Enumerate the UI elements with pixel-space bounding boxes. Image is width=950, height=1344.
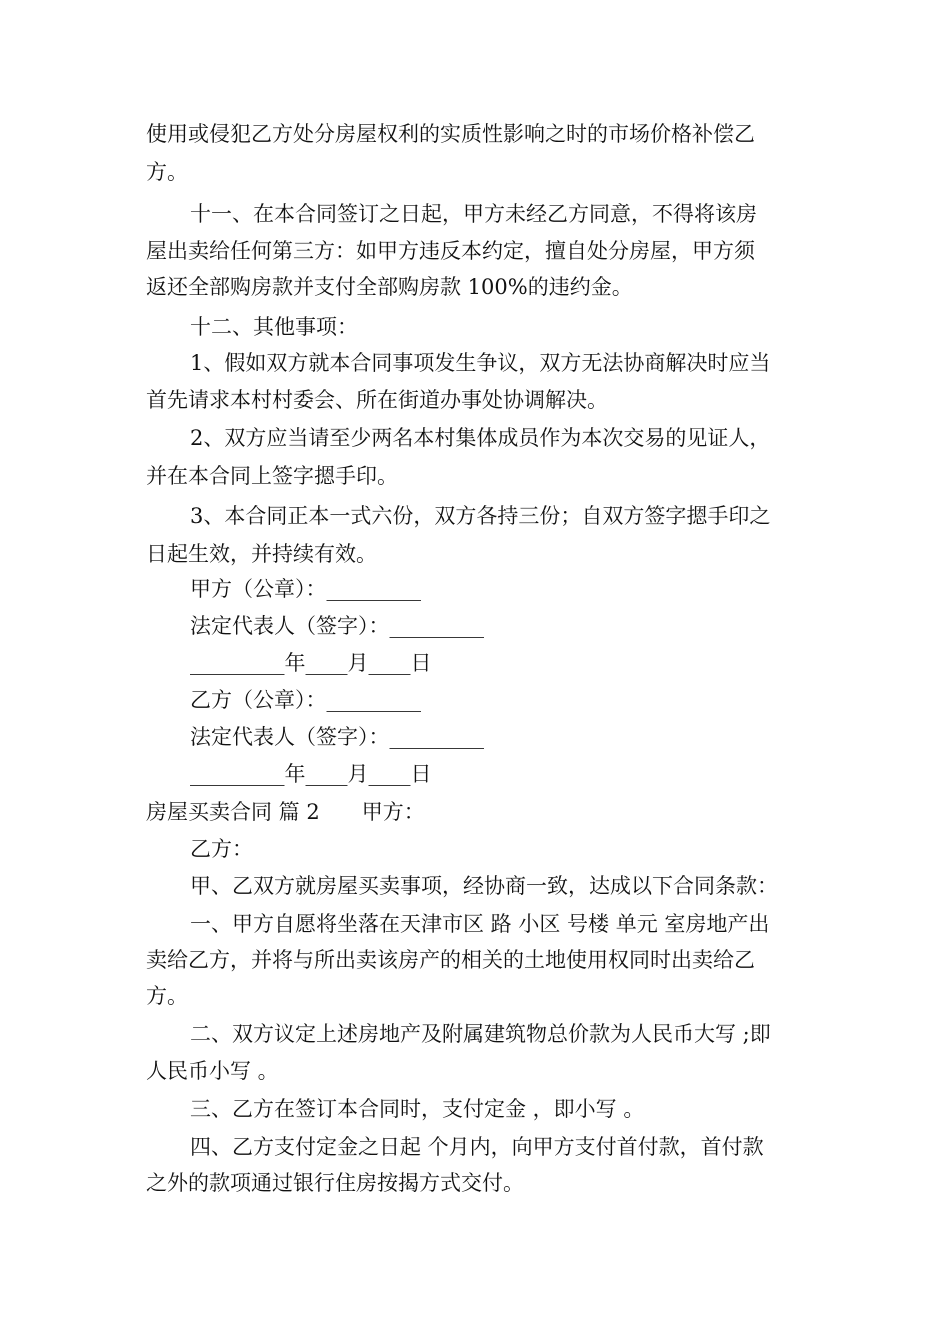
paragraph-line: 使用或侵犯乙方处分房屋权利的实质性影响之时的市场价格补偿乙 [146,122,755,146]
paragraph-line: 返还全部购房款并支付全部购房款 100%的违约金。 [146,275,633,299]
section-heading [146,798,425,826]
clause-1: 一、甲方自愿将坐落在天津市区 路 小区 号楼 单元 室房地产出 [190,912,770,936]
paragraph-line: 首先请求本村村委会、所在街道办事处协调解决。 [146,388,608,412]
paragraph-line: 日起生效，并持续有效。 [146,542,377,566]
party-b-label: 乙方： [190,837,253,861]
section-title: 房屋买卖合同 篇 2 [146,800,320,824]
agreement-intro: 甲、乙双方就房屋买卖事项，经协商一致，达成以下合同条款： [190,874,778,898]
clause-11: 十一、在本合同签订之日起，甲方未经乙方同意，不得将该房 [190,202,757,226]
party-b-date: _________年____月____日 [190,762,432,786]
paragraph-line: 之外的款项通过银行住房按揭方式交付。 [146,1171,524,1195]
paragraph-line: 并在本合同上签字摁手印。 [146,464,398,488]
item-1: 1、假如双方就本合同事项发生争议，双方无法协商解决时应当 [190,351,771,375]
party-a-representative: 法定代表人（签字）：_________ [190,614,484,638]
clause-4: 四、乙方支付定金之日起 个月内，向甲方支付首付款，首付款 [190,1135,764,1159]
paragraph-line: 方。 [146,160,188,184]
paragraph-line: 方。 [146,984,188,1008]
paragraph-line: 卖给乙方，并将与所出卖该房产的相关的土地使用权同时出卖给乙 [146,948,755,972]
paragraph-line: 屋出卖给任何第三方：如甲方违反本约定，擅自处分房屋，甲方须 [146,239,755,263]
clause-2: 二、双方议定上述房地产及附属建筑物总价款为人民币大写 ;即 [190,1022,771,1046]
clause-12-heading: 十二、其他事项： [190,315,358,339]
party-a-seal: 甲方（公章）：_________ [190,577,421,601]
party-b-seal: 乙方（公章）：_________ [190,688,421,712]
party-b-representative: 法定代表人（签字）：_________ [190,725,484,749]
item-3: 3、本合同正本一式六份，双方各持三份；自双方签字摁手印之 [190,504,771,528]
clause-3: 三、乙方在签订本合同时，支付定金 ，即小写 。 [190,1097,645,1121]
party-a-date: _________年____月____日 [190,651,432,675]
paragraph-line: 人民币小写 。 [146,1059,279,1083]
section-party-a: 甲方： [361,800,425,824]
item-2: 2、双方应当请至少两名本村集体成员作为本次交易的见证人， [190,426,771,450]
